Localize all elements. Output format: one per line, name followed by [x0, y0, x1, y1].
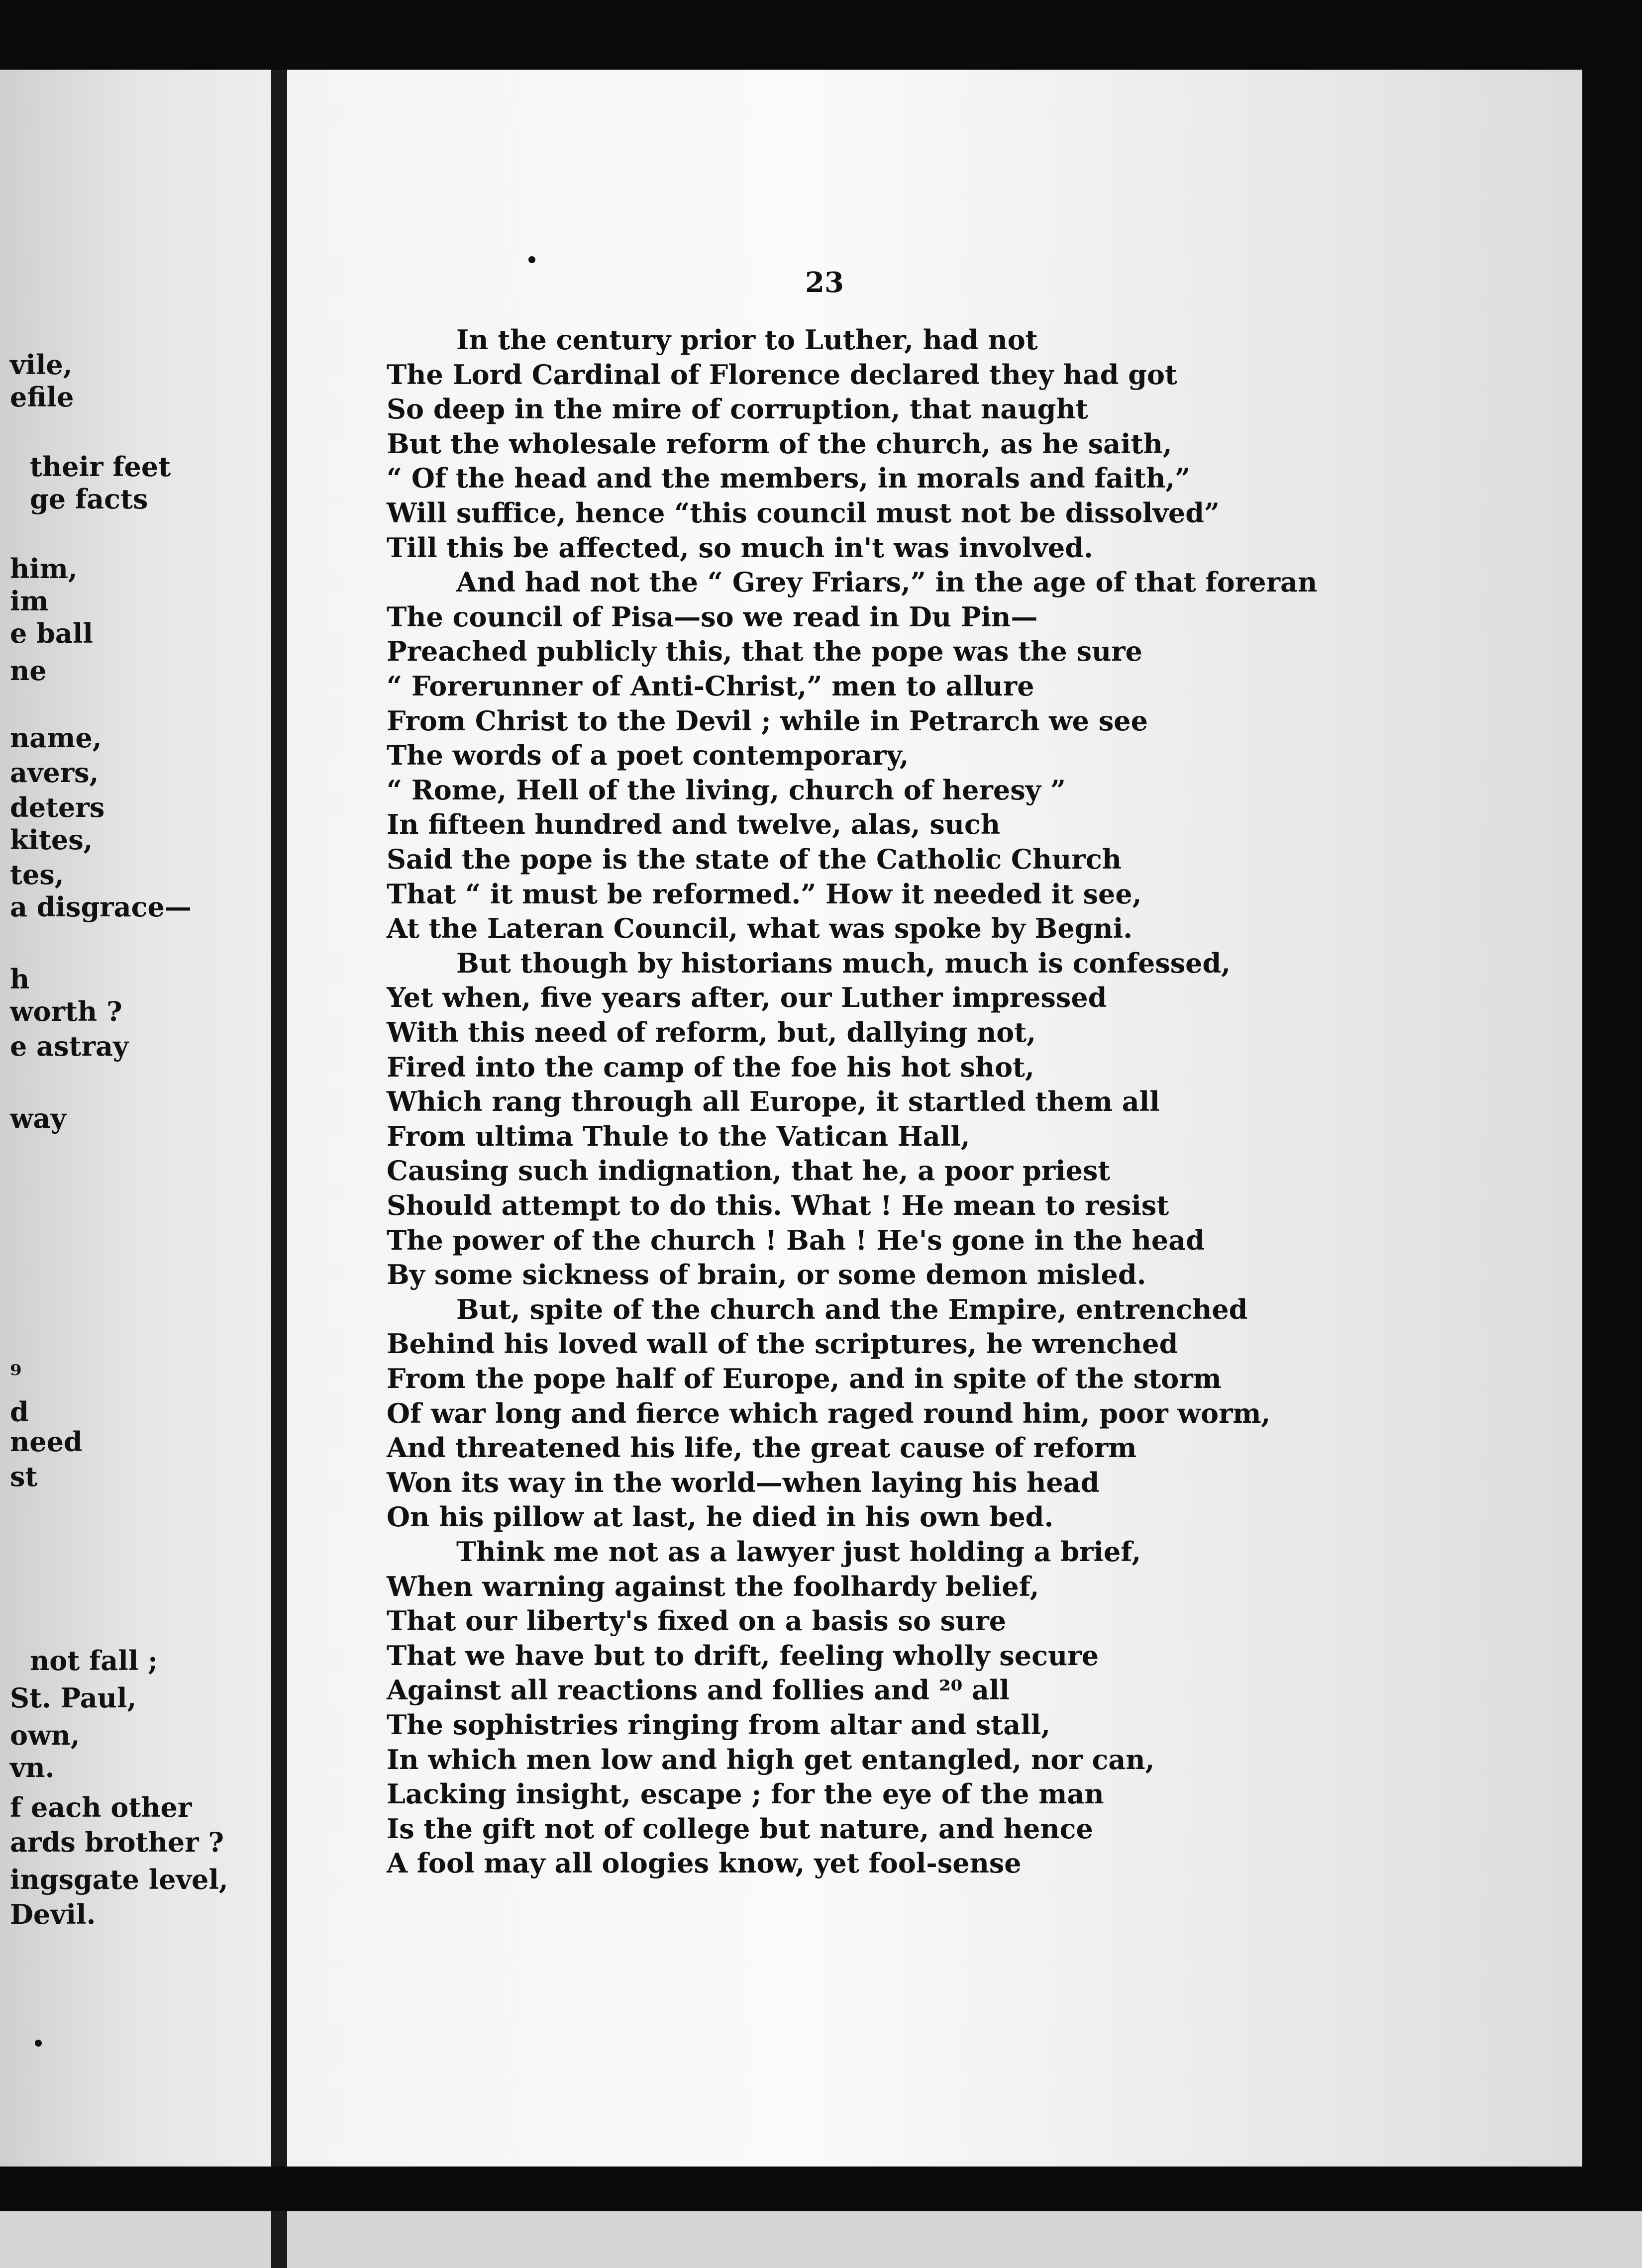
poem-line: And threatened his life, the great cause of reform [387, 1432, 1137, 1464]
facing-page-fragment: d [10, 1396, 29, 1428]
poem-line: The sophistries ringing from altar and stall, [387, 1709, 1051, 1741]
page-gutter-lower [271, 2211, 287, 2268]
facing-page-fragment: their feet [30, 451, 171, 483]
facing-page-fragment: name, [10, 722, 102, 754]
facing-page-fragment: avers, [10, 757, 99, 789]
poem-line: The words of a poet contemporary, [387, 739, 909, 772]
poem-line: From ultima Thule to the Vatican Hall, [387, 1120, 970, 1152]
ink-dot [35, 2040, 42, 2047]
facing-page-fragment: im [10, 585, 49, 617]
poem-line: In which men low and high get entangled, nor can, [387, 1743, 1155, 1775]
facing-page-fragment: Devil. [10, 1898, 96, 1930]
poem-line: Won its way in the world—when laying his head [387, 1466, 1100, 1498]
facing-page-fragment: St. Paul, [10, 1682, 137, 1714]
bottom-scan-border [0, 2167, 1642, 2211]
poem-line: Yet when, five years after, our Luther impressed [387, 982, 1107, 1014]
facing-page-left [0, 70, 279, 2167]
right-scan-border [1582, 0, 1642, 2268]
facing-page-fragment: ards brother ? [10, 1826, 224, 1858]
poem-line: In the century prior to Luther, had not [456, 324, 1038, 356]
ink-dot [528, 256, 535, 263]
poem-line: The council of Pisa—so we read in Du Pin— [387, 600, 1038, 633]
poem-line: By some sickness of brain, or some demon misled. [387, 1259, 1146, 1291]
poem-line: That we have but to drift, feeling wholly secure [387, 1639, 1099, 1672]
bottom-scan-strip [0, 2211, 1642, 2268]
facing-page-fragment: vile, [10, 349, 73, 381]
facing-page-fragment: ge facts [30, 483, 148, 515]
facing-page-fragment: worth ? [10, 995, 122, 1027]
facing-page-fragment: a disgrace— [10, 891, 192, 923]
facing-page-fragment: ne [10, 655, 47, 687]
facing-page-fragment: need [10, 1426, 83, 1458]
main-page [287, 70, 1582, 2167]
poem-line: But the wholesale reform of the church, as he saith, [387, 427, 1172, 460]
poem-line: Till this be affected, so much in't was involved. [387, 531, 1093, 564]
facing-page-fragment: ⁹ [10, 1359, 22, 1390]
poem-line: From Christ to the Devil ; while in Petrarch we see [387, 704, 1148, 737]
page-gutter [271, 70, 287, 2167]
poem-line: Said the pope is the state of the Catholic Church [387, 843, 1122, 875]
facing-page-fragment: e ball [10, 617, 93, 649]
facing-page-fragment: f each other [10, 1791, 192, 1823]
poem-line: Which rang through all Europe, it startled them all [387, 1085, 1160, 1118]
poem-line: But, spite of the church and the Empire, entrenched [456, 1293, 1248, 1325]
facing-page-fragment: own, [10, 1719, 80, 1751]
page-number: 23 [805, 266, 844, 299]
poem-line: Against all reactions and follies and ²⁰ all [387, 1674, 1010, 1706]
poem-line: At the Lateran Council, what was spoke by Begni. [387, 912, 1133, 945]
facing-page-fragment: kites, [10, 824, 93, 856]
facing-page-fragment: st [10, 1461, 38, 1492]
poem-line: Will suffice, hence “this council must not be dissolved” [387, 497, 1220, 529]
facing-page-fragment: deters [10, 791, 105, 823]
facing-page-fragment: him, [10, 553, 78, 585]
poem-line: A fool may all ologies know, yet fool-sense [387, 1847, 1022, 1879]
poem-line: Is the gift not of college but nature, and hence [387, 1812, 1093, 1845]
poem-line: In fifteen hundred and twelve, alas, such [387, 808, 1001, 841]
facing-page-fragment: not fall ; [30, 1645, 158, 1676]
poem-line: Fired into the camp of the foe his hot shot, [387, 1051, 1034, 1083]
poem-line: “ Of the head and the members, in morals and faith,” [387, 462, 1191, 494]
poem-line: From the pope half of Europe, and in spite of the storm [387, 1363, 1222, 1394]
facing-page-fragment: tes, [10, 859, 64, 890]
poem-line: And had not the “ Grey Friars,” in the age of that foreran [456, 566, 1318, 598]
poem-line: “ Rome, Hell of the living, church of heresy ” [387, 774, 1066, 806]
facing-page-text [0, 70, 271, 2167]
poem-line: Should attempt to do this. What ! He mean to resist [387, 1189, 1169, 1221]
poem-line: On his pillow at last, he died in his own bed. [387, 1501, 1054, 1533]
top-scan-border [0, 0, 1642, 70]
poem-line: So deep in the mire of corruption, that naught [387, 393, 1088, 425]
poem-line: Behind his loved wall of the scriptures, he wrenched [387, 1328, 1178, 1360]
poem-line: That “ it must be reformed.” How it needed it see, [387, 878, 1142, 910]
poem-line: Preached publicly this, that the pope was the sure [387, 635, 1143, 668]
poem-line: Lacking insight, escape ; for the eye of the man [387, 1778, 1104, 1810]
facing-page-fragment: e astray [10, 1030, 129, 1062]
poem-line: When warning against the foolhardy belief, [387, 1570, 1039, 1602]
poem-line: The Lord Cardinal of Florence declared they had got [387, 358, 1177, 391]
facing-page-fragment: h [10, 963, 30, 995]
poem-line: But though by historians much, much is confessed, [456, 947, 1231, 979]
poem-line: Think me not as a lawyer just holding a brief, [456, 1536, 1141, 1568]
facing-page-fragment: efile [10, 381, 74, 413]
poem-line: Of war long and fierce which raged round him, poor worm, [387, 1397, 1271, 1429]
poem-line: That our liberty's fixed on a basis so sure [387, 1605, 1007, 1637]
poem-line: With this need of reform, but, dallying not, [387, 1016, 1036, 1048]
facing-page-fragment: ingsgate level, [10, 1864, 228, 1895]
poem-line: The power of the church ! Bah ! He's gone in the head [387, 1224, 1205, 1256]
poem-line: “ Forerunner of Anti-Christ,” men to allure [387, 670, 1034, 702]
facing-page-fragment: vn. [10, 1752, 55, 1783]
poem-line: Causing such indignation, that he, a poor priest [387, 1155, 1111, 1187]
facing-page-fragment: way [10, 1102, 66, 1134]
